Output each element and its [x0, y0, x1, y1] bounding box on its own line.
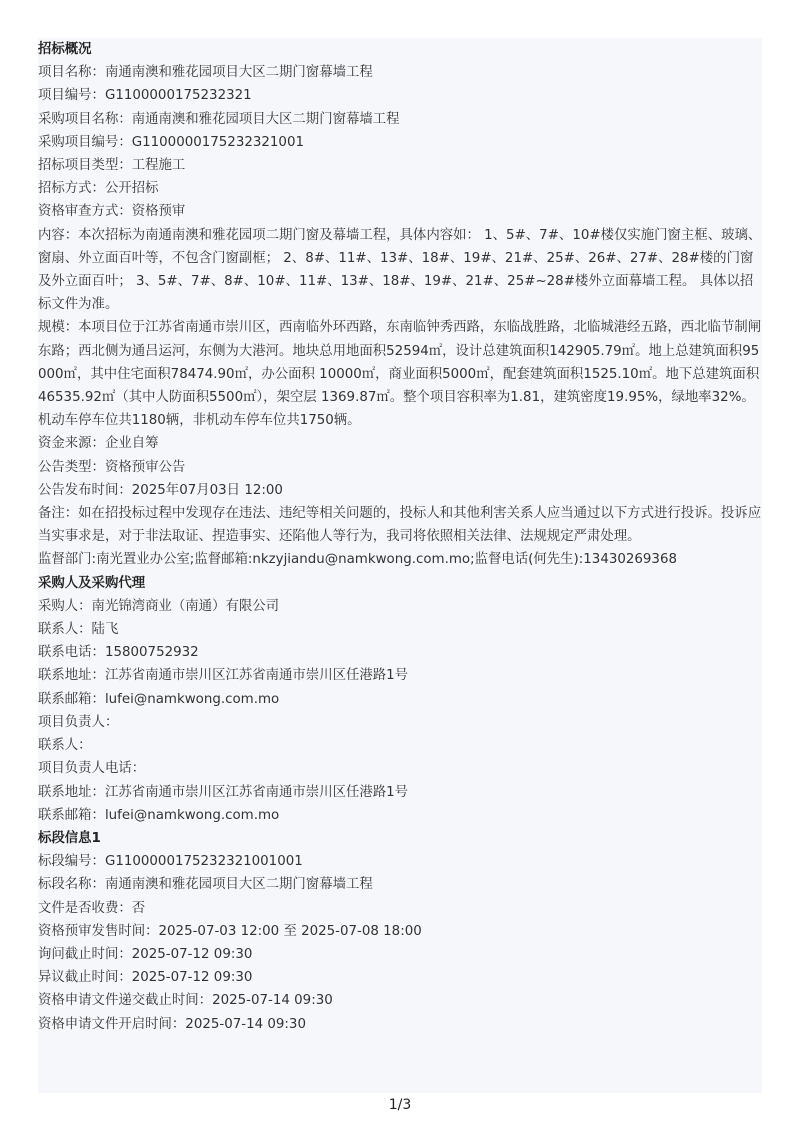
- contact-address-2: 联系地址：江苏省南通市崇川区江苏省南通市崇川区任港路1号: [38, 784, 409, 800]
- purchaser: 采购人：南光锦湾商业（南通）有限公司: [38, 598, 280, 614]
- project-name: 项目名称：南通南澳和雅花园项目大区二期门窗幕墙工程: [38, 65, 373, 81]
- application-submission-deadline: 资格申请文件递交截止时间：2025-07-14 09:30: [38, 993, 333, 1009]
- section-heading-overview: 招标概况: [38, 42, 92, 57]
- contact-address: 联系地址：江苏省南通市崇川区江苏省南通市崇川区任港路1号: [38, 668, 409, 684]
- prequalification-sale-time: 资格预审发售时间：2025-07-03 12:00 至 2025-07-08 18:00: [38, 923, 422, 939]
- document-fee: 文件是否收费：否: [38, 900, 146, 916]
- document-body: [38, 38, 762, 1093]
- project-manager: 项目负责人：: [38, 714, 119, 730]
- lot-number: 标段编号：G1100000175232321001001: [38, 854, 303, 870]
- note-paragraph: 备注：如在招投标过程中发现存在违法、违纪等相关问题的，投标人和其他利害关系人应当通过以下方式进行投诉。投诉应当实事求是，对于非法取证、捏造事实、还陷他人等行为，我司将依照相关法律、法规规定严肃处理。: [38, 506, 762, 545]
- page-indicator: 1/3: [388, 1097, 412, 1113]
- publish-time: 公告发布时间：2025年07月03日 12:00: [38, 482, 283, 498]
- contact-person: 联系人：陆飞: [38, 622, 119, 638]
- objection-deadline: 异议截止时间：2025-07-12 09:30: [38, 970, 253, 986]
- project-number: 项目编号：G1100000175232321: [38, 88, 252, 104]
- section-heading-lot-info: 标段信息1: [38, 830, 101, 846]
- contact-person-2: 联系人：: [38, 738, 92, 754]
- tender-method: 招标方式：公开招标: [38, 181, 159, 197]
- procurement-project-name: 采购项目名称：南通南澳和雅花园项目大区二期门窗幕墙工程: [38, 111, 400, 127]
- scale-paragraph: 规模：本项目位于江苏省南通市崇川区，西南临外环西路，东南临钟秀西路，东临战胜路，北临城港经五路，西北临节制闸东路；西北侧为通吕运河，东侧为大港河。地块总用地面积52594㎡，设计总建筑面积142905.79㎡。地上总建筑面积95000㎡，其中住宅面积78474.90㎡，办公面积 10000㎡，商业面积5000㎡，配套建筑面积1525.10㎡。地下总建筑面积46535.92㎡（其中人防面积5500㎡），架空层 1369.87㎡。整个项目容积率为1.81，建筑密度19.95%，绿地率32%。机动车停车位共1180辆，非机动车停车位共1750辆。: [38, 320, 762, 429]
- announcement-type: 公告类型：资格预审公告: [38, 459, 186, 475]
- section-heading-purchaser: 采购人及采购代理: [38, 575, 146, 591]
- contact-email-2: 联系邮箱：lufei@namkwong.com.mo: [38, 807, 280, 823]
- application-opening-time: 资格申请文件开启时间：2025-07-14 09:30: [38, 1016, 306, 1032]
- qualification-review-method: 资格审查方式：资格预审: [38, 204, 186, 220]
- content-paragraph: 内容：本次招标为南通南澳和雅花园项二期门窗及幕墙工程，具体内容如： 1、5#、7#、10#楼仅实施门窗主框、玻璃、窗扇、外立面百叶等，不包含门窗副框； 2、8#、11#、13#、18#、19#、21#、25#、26#、27#、28#楼的门窗及外立面百叶； 3、5#、7#、8#、10#、11#、13#、18#、19#、21#、25#~28#楼外立面幕墙工程。 具体以招标文件为准。: [38, 227, 762, 313]
- tender-project-type: 招标项目类型：工程施工: [38, 158, 186, 174]
- contact-email: 联系邮箱：lufei@namkwong.com.mo: [38, 691, 280, 707]
- funding-source: 资金来源：企业自筹: [38, 436, 159, 452]
- procurement-project-number: 采购项目编号：G1100000175232321001: [38, 134, 304, 150]
- contact-phone: 联系电话：15800752932: [38, 645, 199, 661]
- project-manager-phone: 项目负责人电话：: [38, 761, 146, 777]
- inquiry-deadline: 询问截止时间：2025-07-12 09:30: [38, 946, 253, 962]
- lot-name: 标段名称：南通南澳和雅花园项目大区二期门窗幕墙工程: [38, 877, 373, 893]
- supervision-contact: 监督部门:南光置业办公室;监督邮箱:nkzyjiandu@namkwong.com.mo;监督电话(何先生):13430269368: [38, 552, 677, 568]
